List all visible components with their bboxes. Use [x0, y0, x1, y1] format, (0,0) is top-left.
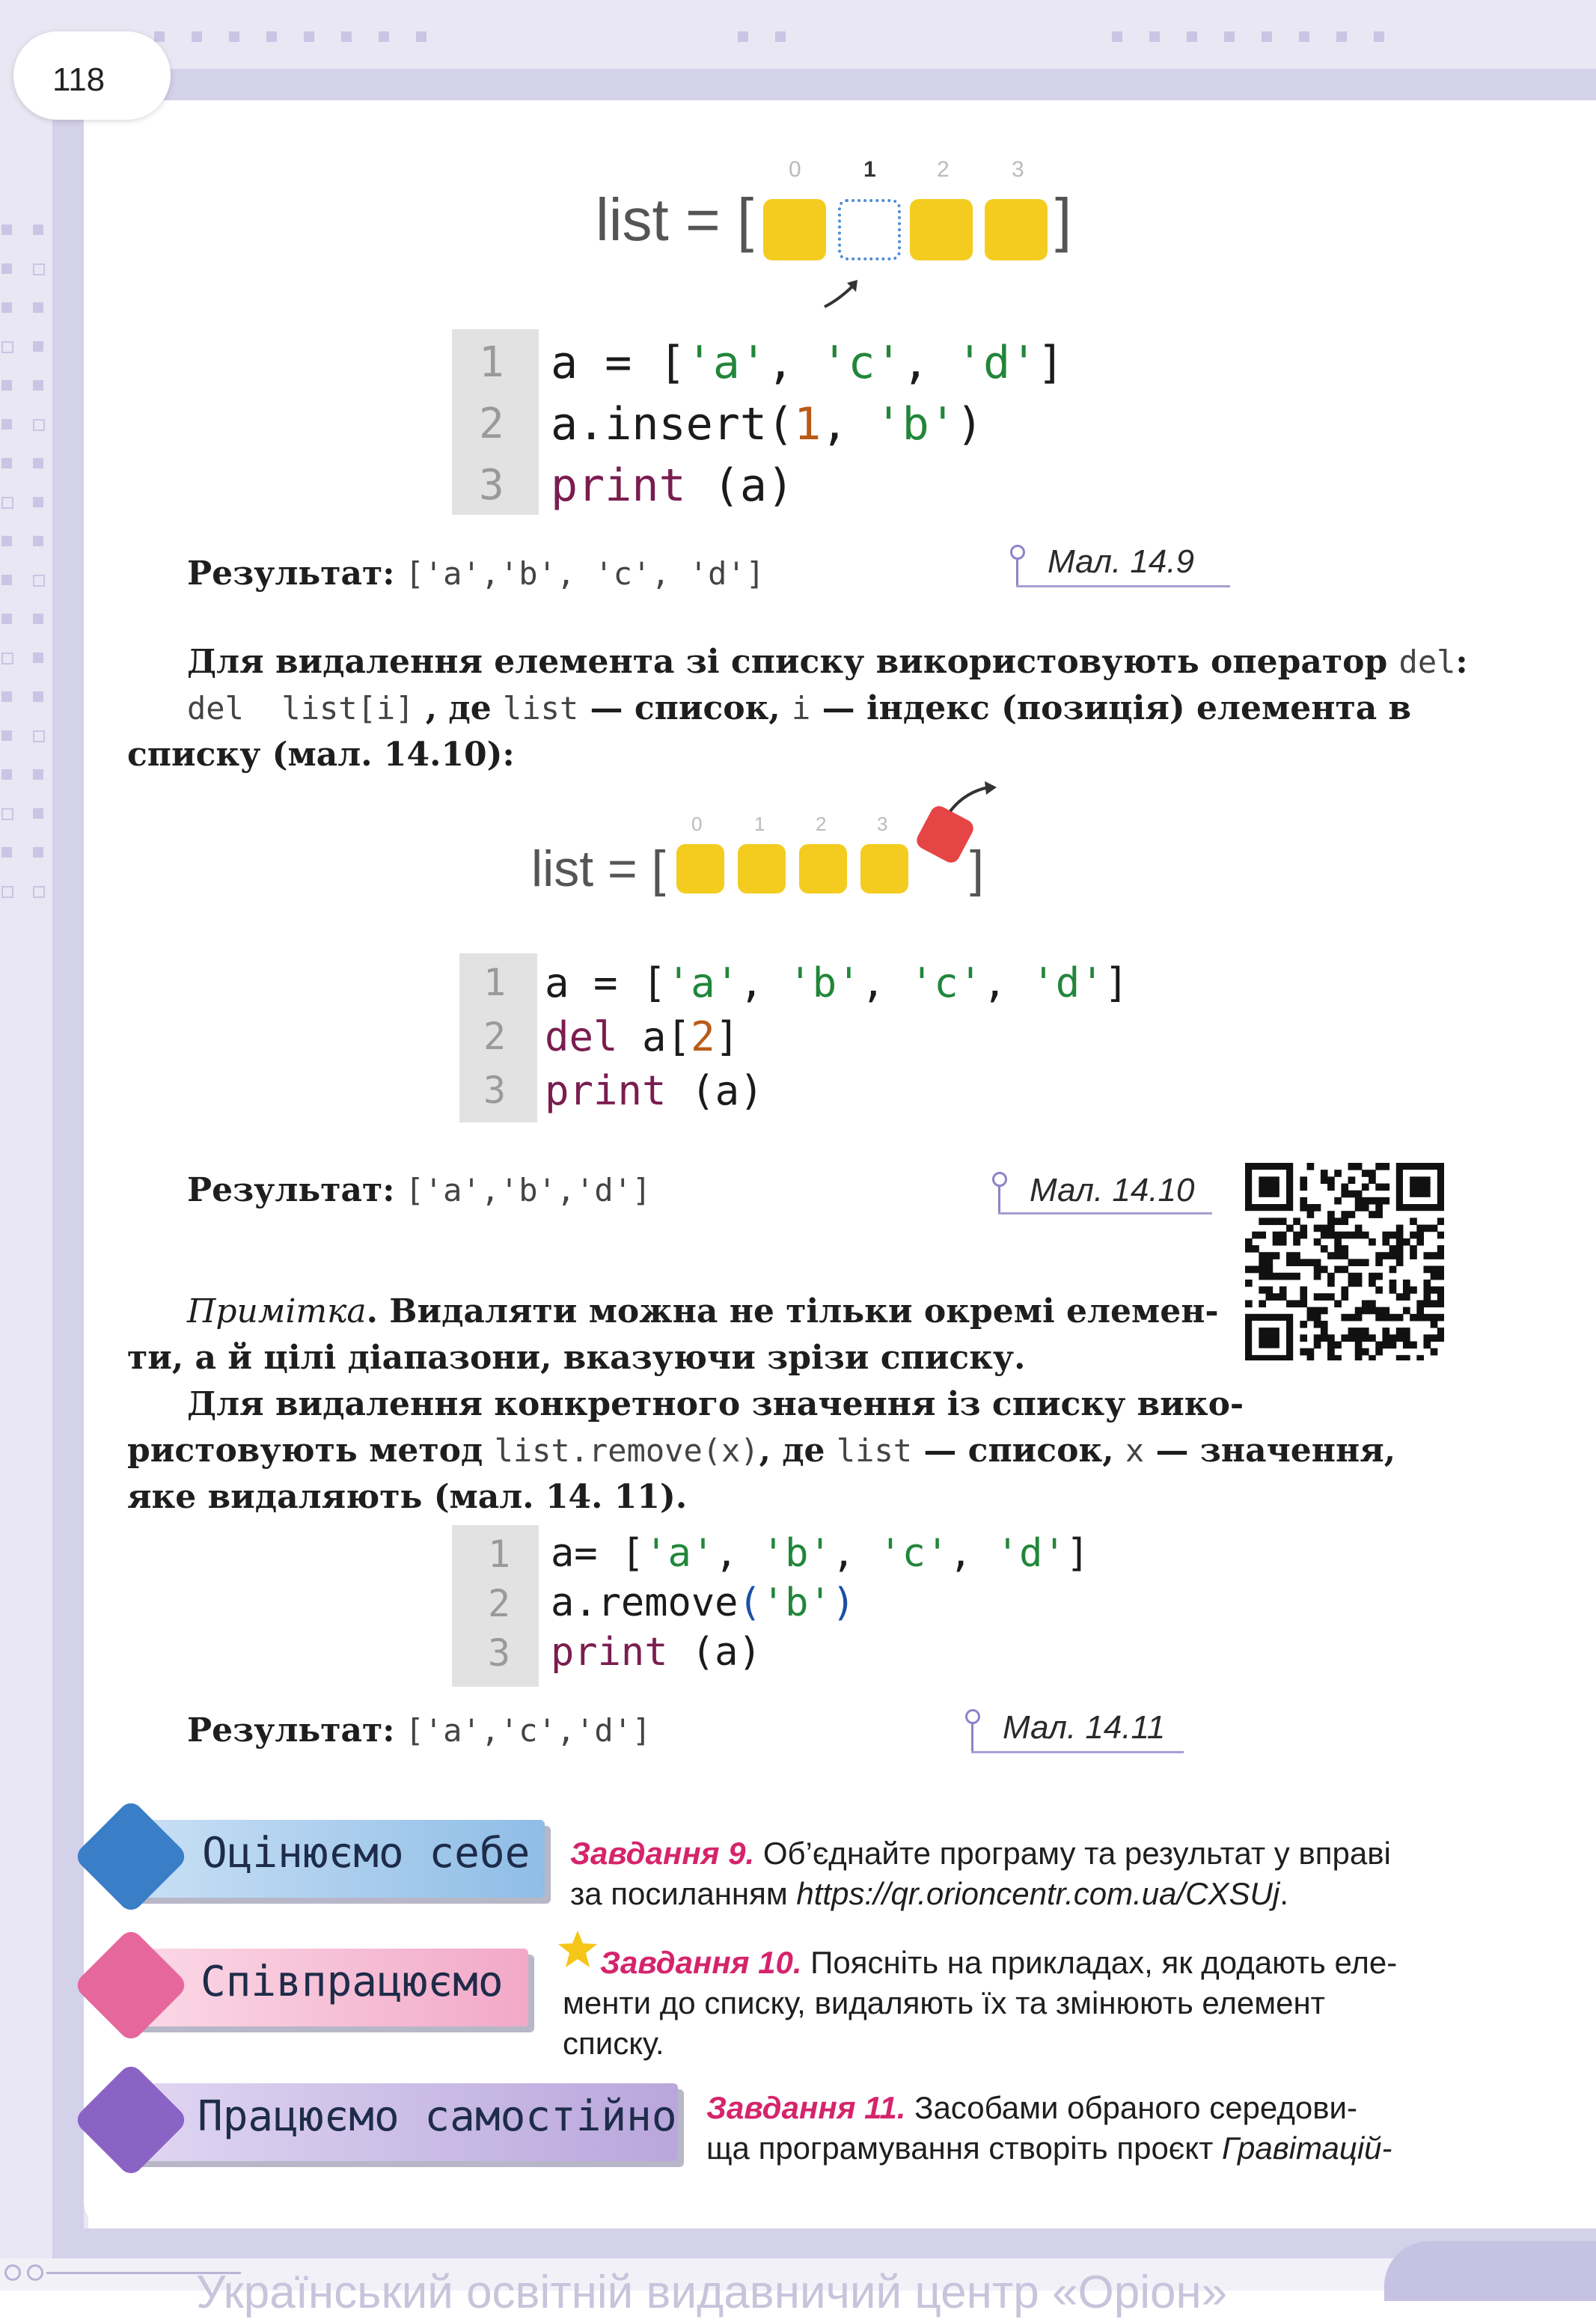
task-text: Гравітацій-	[1221, 2130, 1392, 2166]
code-block-insert	[452, 329, 1095, 515]
list-element-box	[860, 844, 908, 893]
task-title: Завдання 11.	[706, 2090, 906, 2125]
list-element-box	[985, 199, 1048, 260]
note-line: ти, а й цілі діапазони, вказуючи зрізи списку.	[127, 1339, 1026, 1377]
text: — список,	[578, 689, 792, 727]
text: , де	[759, 1432, 837, 1470]
task-text: ща програмування створіть проєкт	[706, 2130, 1222, 2166]
list-element-box	[676, 844, 724, 893]
paragraph-line: списку (мал. 14.10):	[127, 736, 515, 774]
code-line: a= ['a', 'b', 'c', 'd']	[551, 1531, 1090, 1576]
text: Для видалення елемента зі списку використовують оператор	[187, 643, 1399, 681]
pin-icon	[965, 1709, 980, 1724]
task-text: за посиланням	[570, 1876, 797, 1911]
bottom-corner-decoration	[1384, 2241, 1596, 2301]
inline-code: i	[792, 690, 811, 727]
remove-arrow-icon	[943, 778, 1003, 820]
inserted-slot-box	[838, 199, 901, 260]
code-line: a.remove('b')	[551, 1580, 855, 1625]
task-line	[706, 2088, 1462, 2128]
task-link[interactable]: https://qr.orioncentr.com.ua/CXSUj	[796, 1876, 1280, 1911]
inline-code: list	[503, 690, 579, 727]
text: — значення,	[1144, 1432, 1396, 1470]
task-title: Завдання 10.	[600, 1945, 802, 1980]
line-number: 3	[488, 1631, 511, 1675]
list-element-box	[910, 199, 973, 260]
task-line	[706, 2128, 1462, 2169]
line-number: 2	[488, 1582, 511, 1625]
code-line: a = ['a', 'c', 'd']	[551, 337, 1065, 389]
task-title: Завдання 9.	[570, 1836, 755, 1871]
pin-stem	[971, 1724, 973, 1751]
result-label: Результат:	[187, 1171, 395, 1209]
text: . Видаляти можна не тільки окремі елемен-	[366, 1292, 1219, 1330]
qr-code-icon[interactable]	[1245, 1163, 1444, 1360]
line-number: 3	[479, 461, 504, 510]
paragraph-line	[187, 685, 1411, 732]
code-block-del	[459, 953, 1133, 1122]
text: — список,	[912, 1432, 1125, 1470]
list-element-box	[799, 844, 847, 893]
list-element-box	[763, 199, 826, 260]
result-label: Результат:	[187, 1711, 395, 1750]
result-value: ['a','b','d']	[405, 1172, 652, 1209]
task-text: .	[1279, 1876, 1288, 1911]
inline-code: x	[1125, 1432, 1145, 1469]
index-label: 1	[863, 157, 876, 182]
left-frame-bar	[52, 69, 84, 2239]
index-label: 3	[1012, 157, 1024, 182]
inline-code: list	[836, 1432, 913, 1469]
result-value: ['a','c','d']	[405, 1712, 652, 1749]
line-number: 1	[488, 1533, 511, 1576]
footer-dot	[4, 2264, 21, 2281]
publisher-footer: Український освітній видавничий центр «Оріон»	[196, 2267, 1228, 2318]
pin-icon	[992, 1172, 1007, 1187]
task-line: списку.	[563, 2026, 664, 2061]
pin-icon	[1010, 545, 1025, 560]
task-10	[563, 1943, 1461, 2064]
caption-underline	[1016, 585, 1230, 587]
task-line	[563, 1943, 1461, 1983]
code-line: print (a)	[551, 1630, 762, 1675]
code-line: print (a)	[545, 1067, 764, 1114]
text: ристовують метод	[127, 1432, 495, 1470]
result-line	[187, 1708, 651, 1754]
figure-caption: Мал. 14.9	[1048, 543, 1195, 580]
result-value: ['a','b', 'c', 'd']	[405, 555, 765, 592]
text: , де	[414, 689, 504, 727]
task-line	[570, 1874, 1461, 1914]
code-line: a = ['a', 'b', 'c', 'd']	[545, 959, 1129, 1006]
index-label: 2	[937, 157, 950, 182]
code-line: del a[2]	[545, 1013, 740, 1060]
list-element-box	[738, 844, 786, 893]
list-label: list = [	[531, 840, 666, 897]
paragraph-line	[187, 639, 1468, 685]
code-line: print (a)	[551, 459, 795, 512]
list-insert-diagram	[591, 150, 1100, 314]
badge-label: Співпрацюємо	[201, 1958, 504, 2006]
task-9	[570, 1833, 1461, 1914]
paragraph-line: Для видалення конкретного значення із списку вико-	[187, 1385, 1244, 1423]
task-text: Поясніть на прикладах, як додають еле-	[801, 1945, 1398, 1980]
task-text: Об’єднайте програму та результат у вправі	[754, 1836, 1391, 1871]
line-number: 1	[479, 338, 504, 387]
inline-code: del list[i]	[187, 690, 415, 727]
index-label: 3	[877, 813, 888, 835]
task-line	[570, 1833, 1461, 1874]
text: — індекс (позиція) елемента в	[810, 689, 1412, 727]
list-close-bracket: ]	[1055, 186, 1072, 253]
note-label: Примітка	[187, 1292, 367, 1330]
inline-code: list.remove(x)	[494, 1432, 759, 1469]
index-label: 1	[754, 813, 765, 835]
line-number: 2	[483, 1015, 507, 1058]
index-label: 2	[816, 813, 827, 835]
list-label: list = [	[596, 186, 754, 253]
list-delete-diagram	[524, 778, 1048, 920]
list-close-bracket: ]	[970, 840, 984, 897]
badge-label: Працюємо самостійно	[198, 2092, 677, 2141]
code-block-remove	[452, 1525, 1125, 1687]
pin-stem	[998, 1187, 1000, 1214]
code-line: a.insert(1, 'b')	[551, 398, 983, 450]
paragraph-line	[127, 1428, 1395, 1474]
page-number: 118	[52, 61, 106, 98]
paragraph-line: яке видаляють (мал. 14. 11).	[127, 1478, 688, 1516]
line-number: 1	[483, 961, 507, 1004]
index-label: 0	[789, 157, 801, 182]
text: :	[1455, 643, 1468, 681]
line-number: 3	[483, 1069, 507, 1112]
line-number: 2	[479, 400, 504, 448]
insert-arrow-icon	[817, 269, 877, 314]
figure-caption: Мал. 14.11	[1003, 1709, 1166, 1746]
task-line: менти до списку, видаляють їх та змінюють елемент	[563, 1985, 1325, 2020]
note-line	[187, 1289, 1219, 1335]
footer-dot	[27, 2264, 43, 2281]
pin-stem	[1016, 560, 1018, 587]
result-line	[187, 1167, 651, 1214]
result-line	[187, 551, 765, 597]
badge-label: Оцінюємо себе	[202, 1829, 531, 1877]
bottom-frame-bar	[52, 2228, 1596, 2258]
caption-underline	[971, 1751, 1184, 1753]
inline-code: del	[1398, 644, 1456, 680]
caption-underline	[998, 1212, 1212, 1215]
top-frame-bar	[157, 69, 1596, 100]
figure-caption: Мал. 14.10	[1030, 1172, 1195, 1209]
task-text: Засобами обраного середови-	[905, 2090, 1357, 2125]
result-label: Результат:	[187, 554, 395, 593]
task-11	[706, 2088, 1462, 2169]
index-label: 0	[691, 813, 703, 835]
